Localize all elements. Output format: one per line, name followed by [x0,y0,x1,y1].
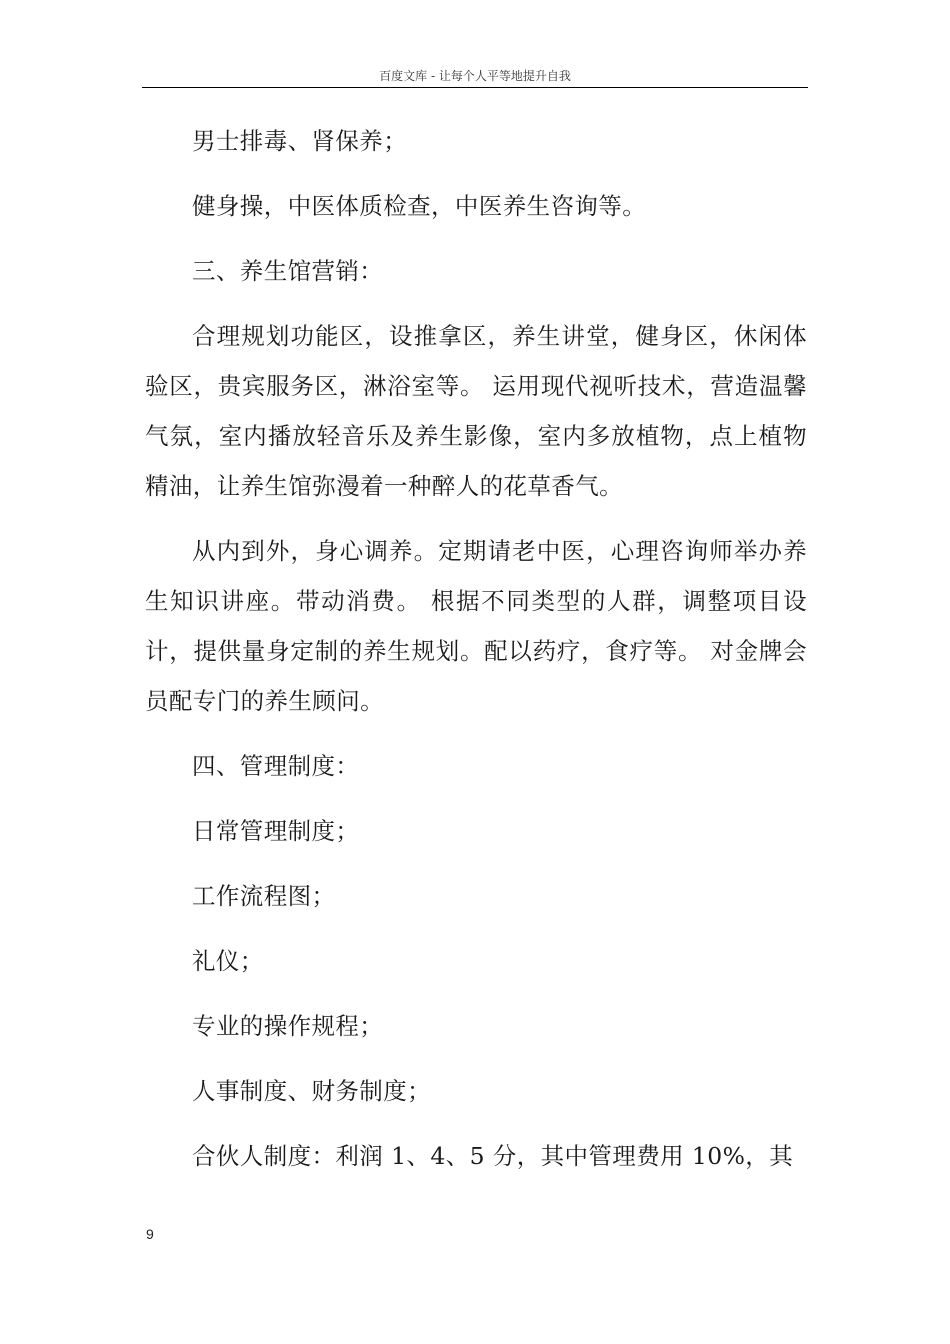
list-item-workflow: 工作流程图； [192,882,336,910]
document-body [145,116,807,1196]
paragraph-functional-areas: 合理规划功能区，设推拿区，养生讲堂，健身区，休闲体验区，贵宾服务区，淋浴室等。 运用现代视听技术，营造温馨气氛，室内播放轻音乐及养生影像，室内多放植物，点上植物精油，让养生馆弥漫着一种醉人的花草香气。 [145,322,807,500]
list-item-etiquette: 礼仪； [192,947,264,975]
section-heading-management: 四、管理制度： [192,752,360,780]
paragraph-mens-detox: 男士排毒、肾保养； [192,127,408,155]
list-item-daily-management: 日常管理制度； [192,817,360,845]
list-item-partnership: 合伙人制度：利润 1、4、5 分，其中管理费用 10%，其 [192,1142,794,1170]
list-item-operating-rules: 专业的操作规程； [192,1012,384,1040]
page-number: 9 [146,1226,154,1242]
paragraph-inside-out: 从内到外，身心调养。定期请老中医，心理咨询师举办养生知识讲座。带动消费。 根据不同类型的人群，调整项目设计，提供量身定制的养生规划。配以药疗，食疗等。 对金牌会员配专门的养生顾问。 [145,537,807,715]
section-heading-marketing: 三、养生馆营销： [192,257,384,285]
header-divider [142,87,808,88]
page-header: 百度文库 - 让每个人平等地提升自我 [379,69,571,83]
list-item-hr-finance: 人事制度、财务制度； [192,1077,431,1105]
paragraph-fitness-tcm: 健身操，中医体质检查，中医养生咨询等。 [192,192,647,220]
